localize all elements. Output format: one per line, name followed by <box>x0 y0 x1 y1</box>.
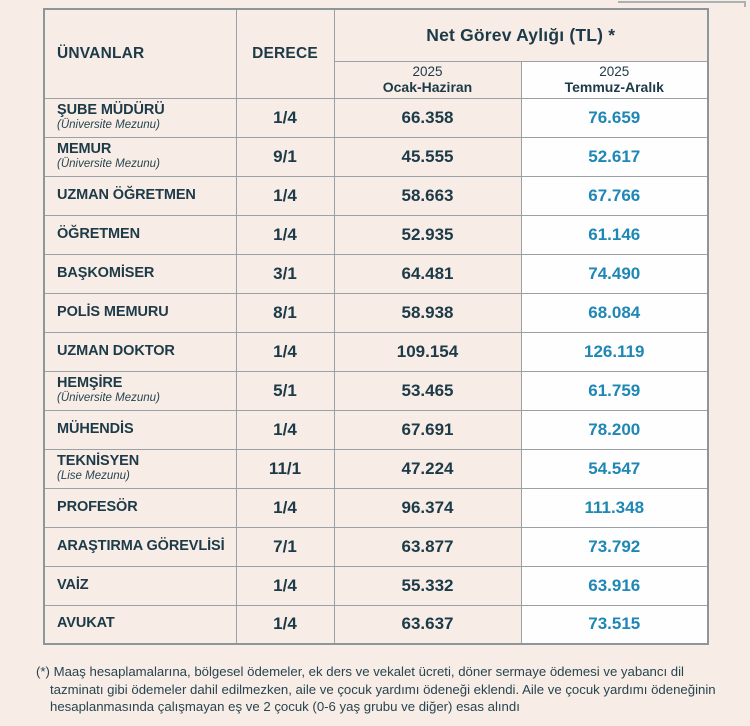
title-cell <box>44 371 236 410</box>
title-cell <box>44 566 236 605</box>
table-row <box>44 254 708 293</box>
derece-value: 1/4 <box>236 98 334 137</box>
title-cell <box>44 215 236 254</box>
title-cell <box>44 98 236 137</box>
derece-value: 1/4 <box>236 566 334 605</box>
row-title: MÜHENDİS <box>57 420 134 437</box>
ocak-haziran-value: 52.935 <box>334 215 521 254</box>
title-cell <box>44 254 236 293</box>
table-row <box>44 293 708 332</box>
temmuz-aralik-value: 67.766 <box>521 176 708 215</box>
ocak-haziran-value: 66.358 <box>334 98 521 137</box>
header-period-2 <box>521 61 708 98</box>
temmuz-aralik-value: 54.547 <box>521 449 708 488</box>
ocak-haziran-value: 63.877 <box>334 527 521 566</box>
derece-value: 1/4 <box>236 488 334 527</box>
table-row <box>44 410 708 449</box>
derece-value: 1/4 <box>236 332 334 371</box>
row-title: PROFESÖR <box>57 498 138 515</box>
ocak-haziran-value: 47.224 <box>334 449 521 488</box>
derece-value: 8/1 <box>236 293 334 332</box>
temmuz-aralik-value: 68.084 <box>521 293 708 332</box>
row-subtitle: (Üniversite Mezunu) <box>57 118 160 131</box>
period-2-label: Temmuz-Aralık <box>564 79 664 96</box>
derece-value: 3/1 <box>236 254 334 293</box>
ocak-haziran-value: 45.555 <box>334 137 521 176</box>
row-title: TEKNİSYEN <box>57 452 140 469</box>
footnote: (*) Maaş hesaplamalarına, bölgesel ödemeler, ek ders ve vekalet ücreti, döner sermaye ödemesi ve yabancı dil tazminatı gibi ödemeler dahil edilmezken, aile ve çocuk yardımı ödeneği eklendi. Aile ve çocuk yardımı ödeneğinin hesaplanmasında çalışmayan eş ve 2 çocuk (0-6 yaş grubu ve diğer) esas alındı <box>36 664 716 715</box>
table-row <box>44 566 708 605</box>
row-subtitle: (Üniversite Mezunu) <box>57 391 160 404</box>
row-title: POLİS MEMURU <box>57 303 169 320</box>
derece-value: 11/1 <box>236 449 334 488</box>
temmuz-aralik-value: 74.490 <box>521 254 708 293</box>
row-title: VAİZ <box>57 576 89 593</box>
table-row <box>44 605 708 644</box>
temmuz-aralik-value: 126.119 <box>521 332 708 371</box>
derece-value: 1/4 <box>236 605 334 644</box>
temmuz-aralik-value: 61.759 <box>521 371 708 410</box>
row-title: ARAŞTIRMA GÖREVLİSİ <box>57 537 225 554</box>
ocak-haziran-value: 64.481 <box>334 254 521 293</box>
row-title: MEMUR <box>57 140 112 157</box>
ocak-haziran-value: 53.465 <box>334 371 521 410</box>
cropped-frame-edge <box>618 1 746 3</box>
title-cell <box>44 488 236 527</box>
period-2-year: 2025 <box>599 63 630 79</box>
row-title: BAŞKOMİSER <box>57 264 155 281</box>
ocak-haziran-value: 58.938 <box>334 293 521 332</box>
row-title: ÖĞRETMEN <box>57 225 140 242</box>
temmuz-aralik-value: 61.146 <box>521 215 708 254</box>
table-row <box>44 371 708 410</box>
derece-value: 5/1 <box>236 371 334 410</box>
temmuz-aralik-value: 111.348 <box>521 488 708 527</box>
title-cell <box>44 293 236 332</box>
header-derece: DERECE <box>236 9 334 98</box>
ocak-haziran-value: 109.154 <box>334 332 521 371</box>
temmuz-aralik-value: 52.617 <box>521 137 708 176</box>
title-cell <box>44 605 236 644</box>
table-row <box>44 332 708 371</box>
header-period-1 <box>334 61 521 98</box>
table-header <box>44 9 708 98</box>
header-group-title: Net Görev Aylığı (TL) * <box>334 9 708 61</box>
table-row <box>44 176 708 215</box>
row-subtitle: (Üniversite Mezunu) <box>57 157 160 170</box>
period-1-year: 2025 <box>412 63 443 79</box>
title-cell <box>44 410 236 449</box>
temmuz-aralik-value: 78.200 <box>521 410 708 449</box>
temmuz-aralik-value: 73.515 <box>521 605 708 644</box>
salary-table <box>43 8 709 645</box>
table-row <box>44 527 708 566</box>
ocak-haziran-value: 63.637 <box>334 605 521 644</box>
table-row <box>44 215 708 254</box>
table-row <box>44 449 708 488</box>
derece-value: 7/1 <box>236 527 334 566</box>
temmuz-aralik-value: 76.659 <box>521 98 708 137</box>
ocak-haziran-value: 55.332 <box>334 566 521 605</box>
title-cell <box>44 176 236 215</box>
row-title: UZMAN ÖĞRETMEN <box>57 186 196 203</box>
ocak-haziran-value: 96.374 <box>334 488 521 527</box>
row-title: AVUKAT <box>57 615 115 632</box>
title-cell <box>44 332 236 371</box>
table-row <box>44 137 708 176</box>
ocak-haziran-value: 67.691 <box>334 410 521 449</box>
header-unvanlar: ÜNVANLAR <box>44 9 236 98</box>
row-subtitle: (Lise Mezunu) <box>57 469 130 482</box>
row-title: UZMAN DOKTOR <box>57 342 175 359</box>
table-body <box>44 98 708 644</box>
table-row <box>44 488 708 527</box>
derece-value: 1/4 <box>236 410 334 449</box>
temmuz-aralik-value: 73.792 <box>521 527 708 566</box>
period-1-label: Ocak-Haziran <box>382 79 473 96</box>
title-cell <box>44 527 236 566</box>
derece-value: 1/4 <box>236 176 334 215</box>
title-cell <box>44 449 236 488</box>
row-title: HEMŞİRE <box>57 374 123 391</box>
ocak-haziran-value: 58.663 <box>334 176 521 215</box>
temmuz-aralik-value: 63.916 <box>521 566 708 605</box>
row-title: ŞUBE MÜDÜRÜ <box>57 101 165 118</box>
title-cell <box>44 137 236 176</box>
derece-value: 1/4 <box>236 215 334 254</box>
derece-value: 9/1 <box>236 137 334 176</box>
table-row <box>44 98 708 137</box>
